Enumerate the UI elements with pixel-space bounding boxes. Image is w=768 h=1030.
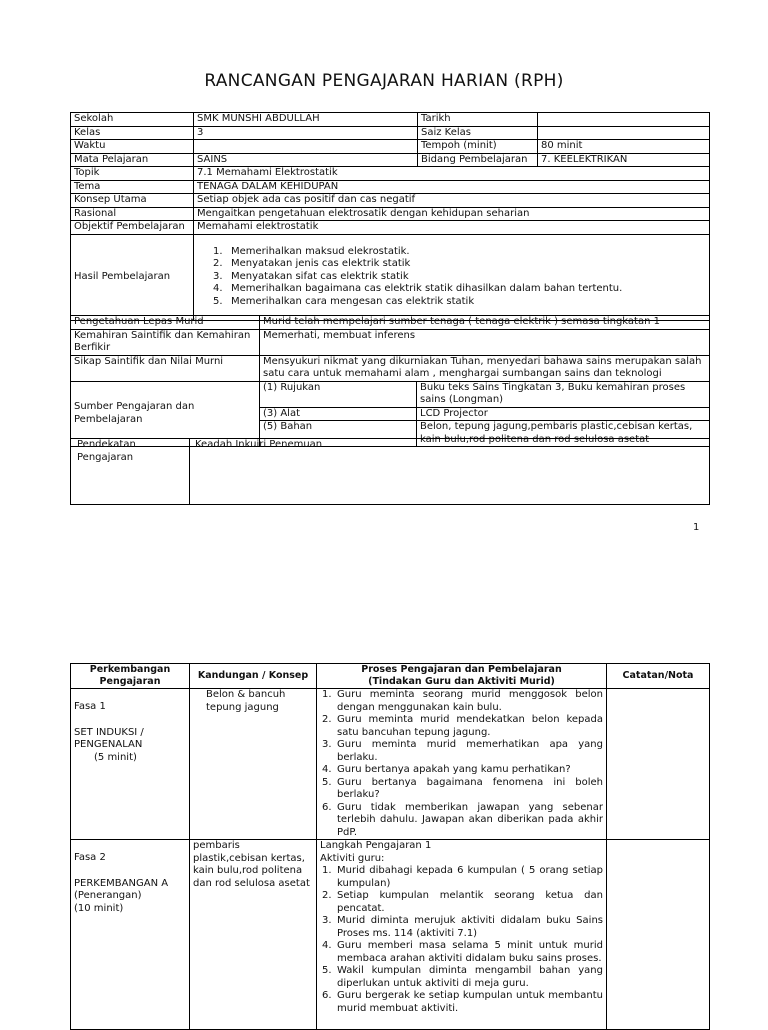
fasa2-langkah: Langkah Pengajaran 1 xyxy=(320,840,432,851)
fasa1-catatan xyxy=(607,689,710,840)
table-row xyxy=(71,153,710,167)
table-row xyxy=(71,355,710,381)
pendekatan-table xyxy=(70,438,710,505)
fasa2-catatan xyxy=(607,840,710,1030)
sikap-value: Mensyukuri nikmat yang dikurniakan Tuhan, menyedari bahawa sains merupakan salah satu cara untuk memahami alam , menghargai sumbangan sains dan teknologi xyxy=(260,355,710,381)
list-item: 5. Wakil kumpulan diminta mengambil bahan yang diperlukan untuk aktiviti di meja guru. xyxy=(322,965,603,989)
konsep-value: Setiap objek ada cas positif dan cas negatif xyxy=(194,194,710,208)
fasa1-kandungan: Belon & bancuh tepung jagung xyxy=(190,689,317,840)
list-item: 3. Murid diminta merujuk aktiviti didalam buku Sains Proses ms. 114 (aktiviti 7.1) xyxy=(322,915,603,939)
hasil-list xyxy=(197,246,706,309)
pengetahuan-value: Murid telah mempelajari sumber tenaga ( tenaga elektrik ) semasa tingkatan 1 xyxy=(260,316,710,330)
bahan-label: (5) Bahan xyxy=(260,421,417,447)
waktu-label: Waktu xyxy=(71,140,194,154)
lesson-resources-table xyxy=(70,315,710,447)
sumber-label: Sumber Pengajaran dan Pembelajaran xyxy=(71,381,260,447)
list-item: 1. Memerihalkan maksud elekrostatik. xyxy=(213,245,410,257)
fasa1-duration: (5 minit) xyxy=(94,751,137,763)
alat-label: (3) Alat xyxy=(260,407,417,421)
table-row xyxy=(71,221,710,235)
tema-label: Tema xyxy=(71,180,194,194)
fasa2-steps xyxy=(320,865,603,1015)
bidang-value: 7. KEELEKTRIKAN xyxy=(538,153,710,167)
table-row xyxy=(71,207,710,221)
alat-value: LCD Projector xyxy=(417,407,710,421)
lesson-info-table xyxy=(70,112,710,321)
fasa1-proses xyxy=(317,689,607,840)
bidang-label: Bidang Pembelajaran xyxy=(418,153,538,167)
list-item: 6. Guru tidak memberikan jawapan yang sebenar terlebih dahulu. Jawapan akan diberikan pada akhir PdP. xyxy=(322,801,603,838)
list-item: 4. Memerihalkan bagaimana cas elektrik statik dihasilkan dalam bahan tertentu. xyxy=(213,283,623,295)
tema-value: TENAGA DALAM KEHIDUPAN xyxy=(194,180,710,194)
list-item: 2. Menyatakan jenis cas elektrik statik xyxy=(213,258,411,270)
list-item: 1. Murid dibahagi kepada 6 kumpulan ( 5 orang setiap kumpulan) xyxy=(322,865,603,889)
rasional-label: Rasional xyxy=(71,207,194,221)
table-header-row xyxy=(71,664,710,689)
table-row xyxy=(71,167,710,181)
lesson-steps-table xyxy=(70,663,710,1030)
sikap-label: Sikap Saintifik dan Nilai Murni xyxy=(71,355,260,381)
mata-label: Mata Pelajaran xyxy=(71,153,194,167)
list-item: 4. Guru bertanya apakah yang kamu perhatikan? xyxy=(322,764,571,775)
tarikh-value xyxy=(538,113,710,127)
kelas-value: 3 xyxy=(194,126,418,140)
header-catatan: Catatan/Nota xyxy=(607,664,710,689)
pendekatan-value: Keadah Inkuiri Penemuan xyxy=(190,439,710,505)
fasa2-sub: (Penerangan) xyxy=(74,890,142,901)
mata-value: SAINS xyxy=(194,153,418,167)
table-row xyxy=(71,689,710,840)
table-row xyxy=(71,439,710,505)
table-row xyxy=(71,316,710,330)
kelas-label: Kelas xyxy=(71,126,194,140)
waktu-value xyxy=(194,140,418,154)
tempoh-value: 80 minit xyxy=(538,140,710,154)
fasa1-steps xyxy=(320,689,603,839)
table-row xyxy=(71,194,710,208)
hasil-value xyxy=(194,234,710,320)
list-item: 4. Guru memberi masa selama 5 minit untuk murid membaca arahan aktiviti didalam buku sains proses. xyxy=(322,940,603,964)
fasa1-cell xyxy=(71,689,190,840)
list-item: 6. Guru bergerak ke setiap kumpulan untuk membantu murid membuat aktiviti. xyxy=(322,990,603,1014)
page-number: 1 xyxy=(693,522,700,533)
list-item: 2. Setiap kumpulan melantik seorang ketua dan pencatat. xyxy=(322,890,603,914)
fasa1-label: Fasa 1 xyxy=(74,701,106,712)
list-item: 1. Guru meminta seorang murid menggosok belon dengan menggunakan kain bulu. xyxy=(322,689,603,713)
hasil-label: Hasil Pembelajaran xyxy=(71,234,194,320)
list-item: 3. Menyatakan sifat cas elektrik statik xyxy=(213,270,409,282)
fasa2-cell xyxy=(71,840,190,1030)
list-item: 5. Memerihalkan cara mengesan cas elektrik statik xyxy=(213,295,475,307)
rujukan-value: Buku teks Sains Tingkatan 3, Buku kemahiran proses sains (Longman) xyxy=(417,381,710,407)
rujukan-label: (1) Rujukan xyxy=(260,381,417,407)
objektif-value: Memahami elektrostatik xyxy=(194,221,710,235)
objektif-label: Objektif Pembelajaran xyxy=(71,221,194,235)
table-row xyxy=(71,126,710,140)
pendekatan-label: Pendekatan Pengajaran xyxy=(71,439,190,505)
bahan-value: Belon, tepung jagung,pembaris plastic,cebisan kertas, kain bulu,rod politena dan rod selulosa asetat xyxy=(417,421,710,447)
page-title: RANCANGAN PENGAJARAN HARIAN (RPH) xyxy=(204,71,564,91)
header-proses: Proses Pengajaran dan Pembelajaran (Tindakan Guru dan Aktiviti Murid) xyxy=(317,664,607,689)
header-perkembangan: Perkembangan Pengajaran xyxy=(71,664,190,689)
kemahiran-value: Memerhati, membuat inferens xyxy=(260,329,710,355)
fasa2-kandungan: pembaris plastik,cebisan kertas, kain bulu,rod politena dan rod selulosa asetat xyxy=(190,840,317,1030)
tempoh-label: Tempoh (minit) xyxy=(418,140,538,154)
rasional-value: Mengaitkan pengetahuan elektrosatik dengan kehidupan seharian xyxy=(194,207,710,221)
topik-value: 7.1 Memahami Elektrostatik xyxy=(194,167,710,181)
list-item: 2. Guru meminta murid mendekatkan belon kepada satu bancuhan tepung jagung. xyxy=(322,714,603,738)
table-row xyxy=(71,180,710,194)
header-kandungan: Kandungan / Konsep xyxy=(190,664,317,689)
kemahiran-label: Kemahiran Saintifik dan Kemahiran Berfikir xyxy=(71,329,260,355)
fasa2-name: PERKEMBANGAN A xyxy=(74,877,169,889)
topik-label: Topik xyxy=(71,167,194,181)
fasa2-label: Fasa 2 xyxy=(74,852,106,863)
table-row xyxy=(71,381,710,407)
table-row xyxy=(71,234,710,320)
konsep-label: Konsep Utama xyxy=(71,194,194,208)
saiz-value xyxy=(538,126,710,140)
fasa2-duration: (10 minit) xyxy=(74,902,124,914)
list-item: 3. Guru meminta murid memerhatikan apa yang berlaku. xyxy=(322,739,603,763)
fasa1-name: SET INDUKSI / PENGENALAN xyxy=(74,726,144,750)
table-row xyxy=(71,840,710,1030)
table-row xyxy=(71,329,710,355)
pengetahuan-label: Pengetahuan Lepas Murid xyxy=(71,316,260,330)
table-row xyxy=(71,140,710,154)
list-item: 5. Guru bertanya bagaimana fenomena ini boleh berlaku? xyxy=(322,776,603,800)
fasa2-proses xyxy=(317,840,607,1030)
tarikh-label: Tarikh xyxy=(418,113,538,127)
saiz-label: Saiz Kelas xyxy=(418,126,538,140)
fasa2-aktiviti: Aktiviti guru: xyxy=(320,852,385,864)
sekolah-label: Sekolah xyxy=(71,113,194,127)
sekolah-value: SMK MUNSHI ABDULLAH xyxy=(194,113,418,127)
table-row xyxy=(71,113,710,127)
